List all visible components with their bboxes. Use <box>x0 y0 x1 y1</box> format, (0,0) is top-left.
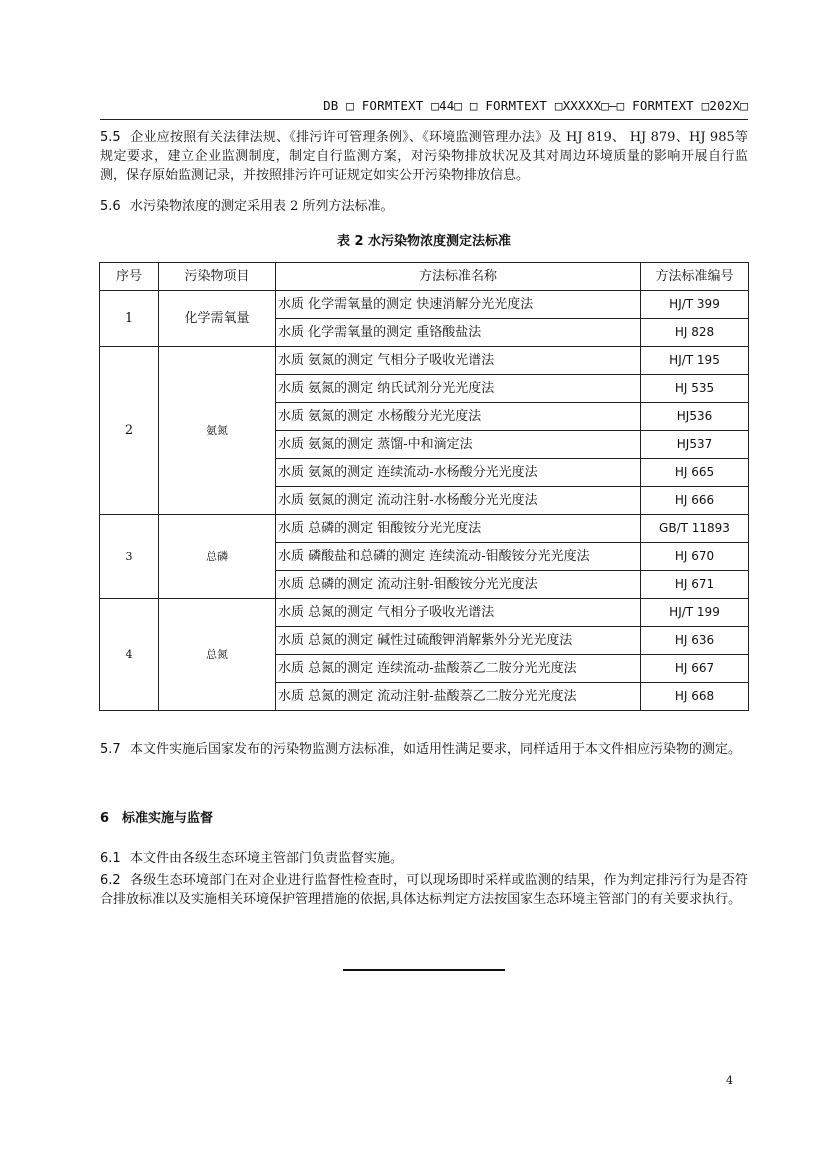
method-cell: 水质 氨氮的测定 流动注射-水杨酸分光光度法 <box>276 487 641 515</box>
header-seq: 序号 <box>100 263 159 291</box>
end-rule <box>343 969 505 971</box>
clause-text: 本文件由各级生态环境主管部门负责监督实施。 <box>130 851 404 866</box>
method-cell: 水质 化学需氧量的测定 重铬酸盐法 <box>276 319 641 347</box>
code-cell: HJ 665 <box>641 459 749 487</box>
table-row <box>100 291 749 319</box>
method-cell: 水质 总磷的测定 流动注射-钼酸铵分光光度法 <box>276 571 641 599</box>
seq-cell: 3 <box>100 515 159 599</box>
code-cell: HJ 668 <box>641 683 749 711</box>
pollutant-cell: 总磷 <box>159 515 276 599</box>
header-rule <box>100 119 748 120</box>
page-number: 4 <box>726 1074 733 1087</box>
header-method: 方法标准名称 <box>276 263 641 291</box>
method-cell: 水质 氨氮的测定 水杨酸分光光度法 <box>276 403 641 431</box>
code-cell: HJ 667 <box>641 655 749 683</box>
method-standards-table <box>99 262 749 711</box>
clause-text: 水污染物浓度的测定采用表 2 所列方法标准。 <box>130 199 394 214</box>
table-row <box>100 347 749 375</box>
section-title: 标准实施与监督 <box>122 811 214 826</box>
section-6-heading <box>100 807 213 826</box>
code-cell: HJ536 <box>641 403 749 431</box>
method-cell: 水质 磷酸盐和总磷的测定 连续流动-钼酸铵分光光度法 <box>276 543 641 571</box>
document-header-code: DB □ FORMTEXT □44□ □ FORMTEXT □XXXXX□—□ FORMTEXT □202X□ <box>323 98 748 113</box>
method-cell: 水质 总氮的测定 碱性过硫酸钾消解紫外分光光度法 <box>276 627 641 655</box>
clause-6-2 <box>100 871 748 909</box>
clause-5-5 <box>100 128 748 185</box>
clause-text: 各级生态环境部门在对企业进行监督性检查时，可以现场即时采样或监测的结果，作为判定排污行为是否符合排放标准以及实施相关环境保护管理措施的依据,具体达标判定方法按国家生态环境主管部门的有关要求执行。 <box>100 873 748 907</box>
clause-number: 5.6 <box>100 199 121 214</box>
clause-text: 企业应按照有关法律法规、《排污许可管理条例》、《环境监测管理办法》及 HJ 819、 HJ 879、HJ 985等规定要求，建立企业监测制度，制定自行监测方案，对污染物排放状况及其对周边环境质量的影响开展自行监测，保存原始监测记录，并按照排污许可证规定如实公开污染物排放信息。 <box>100 130 748 183</box>
code-cell: HJ537 <box>641 431 749 459</box>
clause-6-1 <box>100 849 748 868</box>
clause-number: 5.5 <box>100 130 121 145</box>
code-cell: HJ 535 <box>641 375 749 403</box>
header-code: 方法标准编号 <box>641 263 749 291</box>
code-cell: GB/T 11893 <box>641 515 749 543</box>
table-row <box>100 515 749 543</box>
code-cell: HJ 828 <box>641 319 749 347</box>
method-cell: 水质 氨氮的测定 连续流动-水杨酸分光光度法 <box>276 459 641 487</box>
method-cell: 水质 总氮的测定 气相分子吸收光谱法 <box>276 599 641 627</box>
table-title: 表 2 水污染物浓度测定法标准 <box>336 234 512 249</box>
clause-5-7 <box>100 740 748 759</box>
clause-number: 6.2 <box>100 873 121 888</box>
pollutant-cell: 总氮 <box>159 599 276 711</box>
method-cell: 水质 总氮的测定 连续流动-盐酸萘乙二胺分光光度法 <box>276 655 641 683</box>
pollutant-cell: 氨氮 <box>159 347 276 515</box>
code-cell: HJ 666 <box>641 487 749 515</box>
seq-cell: 1 <box>100 291 159 347</box>
table-row <box>100 599 749 627</box>
header-pollutant: 污染物项目 <box>159 263 276 291</box>
clause-number: 5.7 <box>100 742 121 757</box>
table-header-row <box>100 263 749 291</box>
code-cell: HJ/T 195 <box>641 347 749 375</box>
method-cell: 水质 氨氮的测定 气相分子吸收光谱法 <box>276 347 641 375</box>
seq-cell: 4 <box>100 599 159 711</box>
pollutant-cell: 化学需氧量 <box>159 291 276 347</box>
clause-5-6 <box>100 197 748 216</box>
code-cell: HJ 670 <box>641 543 749 571</box>
method-cell: 水质 化学需氧量的测定 快速消解分光光度法 <box>276 291 641 319</box>
method-cell: 水质 氨氮的测定 蒸馏-中和滴定法 <box>276 431 641 459</box>
method-cell: 水质 总氮的测定 流动注射-盐酸萘乙二胺分光光度法 <box>276 683 641 711</box>
clause-text: 本文件实施后国家发布的污染物监测方法标准，如适用性满足要求，同样适用于本文件相应污染物的测定。 <box>130 742 742 757</box>
code-cell: HJ/T 199 <box>641 599 749 627</box>
method-cell: 水质 总磷的测定 钼酸铵分光光度法 <box>276 515 641 543</box>
method-cell: 水质 氨氮的测定 纳氏试剂分光光度法 <box>276 375 641 403</box>
code-cell: HJ/T 399 <box>641 291 749 319</box>
code-cell: HJ 671 <box>641 571 749 599</box>
clause-number: 6.1 <box>100 851 121 866</box>
code-cell: HJ 636 <box>641 627 749 655</box>
section-number: 6 <box>100 811 110 826</box>
seq-cell: 2 <box>100 347 159 515</box>
